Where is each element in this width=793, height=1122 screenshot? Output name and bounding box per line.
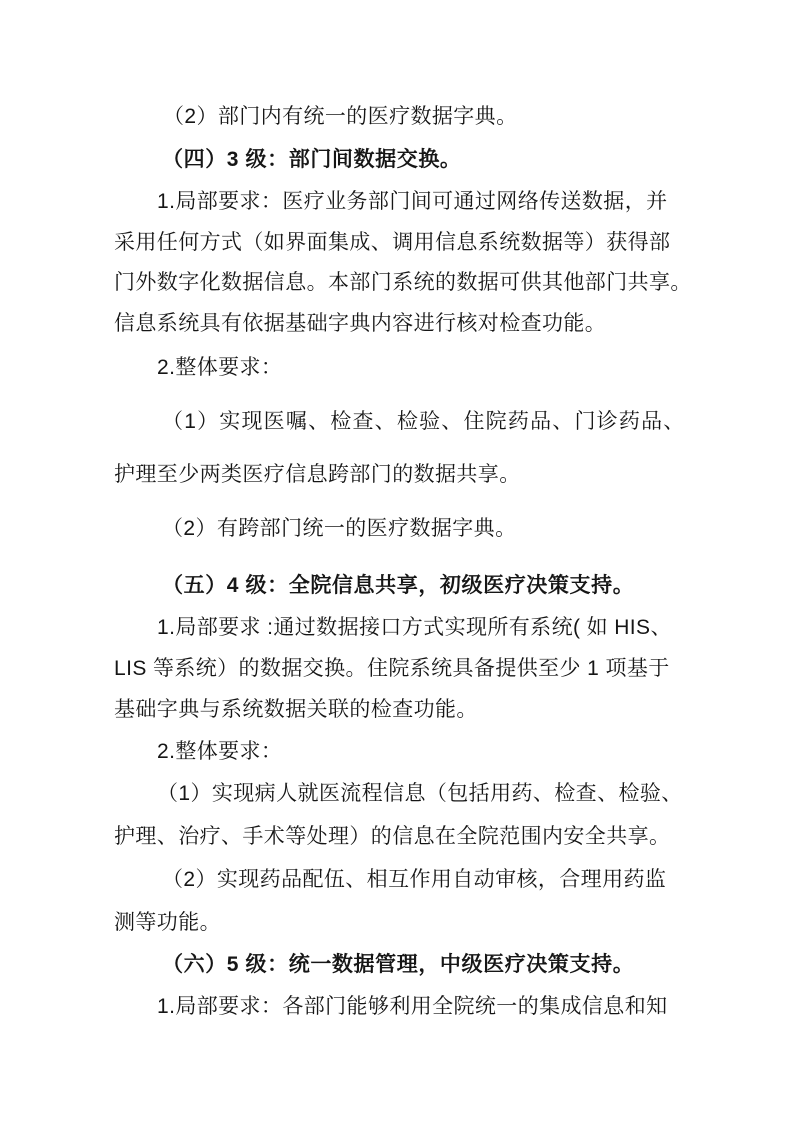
text-line-level3-overall-item2: （2）有跨部门统一的医疗数据字典。 <box>162 517 517 540</box>
section-heading-level-4: （五）4 级：全院信息共享，初级医疗决策支持。 <box>162 574 635 597</box>
text-line-level3-overall-item1-a: （1）实现医嘱、检查、检验、住院药品、门诊药品、 <box>162 410 686 433</box>
text-line-level4-overall-item1-b: 护理、治疗、手术等处理）的信息在全院范围内安全共享。 <box>114 825 671 848</box>
text-line-level4-local-req-1: 1.局部要求 :通过数据接口方式实现所有系统( 如 HIS、 <box>157 616 672 639</box>
text-line-level4-overall-item2-b: 测等功能。 <box>114 911 221 934</box>
text-line-level4-overall-item1-a: （1）实现病人就医流程信息（包括用药、检查、检验、 <box>157 782 683 805</box>
text-line-level4-overall-item2-a: （2）实现药品配伍、相互作用自动审核，合理用药监 <box>162 868 667 891</box>
section-heading-level-5: （六）5 级：统一数据管理，中级医疗决策支持。 <box>162 953 635 976</box>
text-line-level3-local-req-4: 信息系统具有依据基础字典内容进行核对检查功能。 <box>114 312 607 335</box>
text-line-level3-local-req-1: 1.局部要求：医疗业务部门间可通过网络传送数据，并 <box>157 190 668 213</box>
text-line-level4-overall-req-label: 2.整体要求： <box>157 740 283 763</box>
text-line-level5-local-req-1: 1.局部要求：各部门能够利用全院统一的集成信息和知 <box>157 995 668 1018</box>
text-line-level4-local-req-3: 基础字典与系统数据关联的检查功能。 <box>114 698 478 721</box>
text-line-level3-local-req-3: 门外数字化数据信息。本部门系统的数据可供其他部门共享。 <box>114 271 692 294</box>
text-line-level3-overall-req-label: 2.整体要求： <box>157 356 283 379</box>
text-line-level3-local-req-2: 采用任何方式（如界面集成、调用信息系统数据等）获得部 <box>114 231 671 254</box>
text-line-level4-local-req-2: LIS 等系统）的数据交换。住院系统具备提供至少 1 项基于 <box>114 657 670 680</box>
section-heading-level-3: （四）3 级：部门间数据交换。 <box>162 148 462 171</box>
text-line-level3-overall-item1-b: 护理至少两类医疗信息跨部门的数据共享。 <box>114 463 521 486</box>
text-line-level2-overall-item2: （2）部门内有统一的医疗数据字典。 <box>163 105 518 128</box>
